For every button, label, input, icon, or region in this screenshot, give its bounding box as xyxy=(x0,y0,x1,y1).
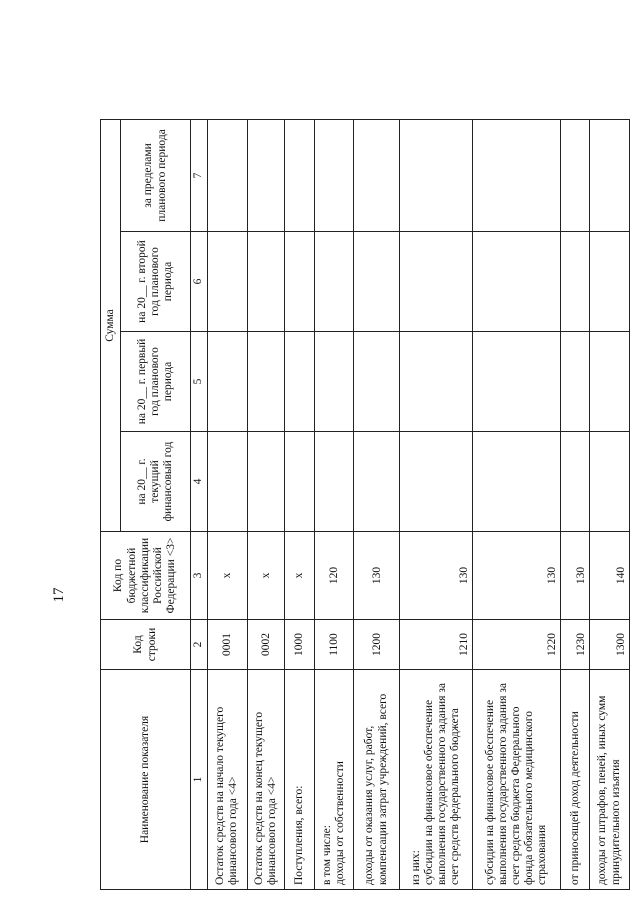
row-budget-code: 120 xyxy=(314,532,354,620)
sum-cell xyxy=(208,432,248,532)
row-budget-code: x xyxy=(208,532,248,620)
row-code: 1210 xyxy=(400,620,473,670)
row-code: 1000 xyxy=(285,620,314,670)
table-row xyxy=(561,119,590,889)
sum-cell xyxy=(400,119,473,231)
row-budget-code: x xyxy=(247,532,285,620)
sum-cell xyxy=(473,232,561,332)
sum-cell xyxy=(285,332,314,432)
sum-cell xyxy=(247,432,285,532)
rotated-table-wrapper xyxy=(100,120,630,890)
row-budget-code: 130 xyxy=(473,532,561,620)
sum-cell xyxy=(285,432,314,532)
row-budget-code: 140 xyxy=(590,532,630,620)
table-row xyxy=(354,119,400,889)
sum-cell xyxy=(590,332,630,432)
row-code: 1230 xyxy=(561,620,590,670)
page-number: 17 xyxy=(51,587,67,603)
row-budget-code: x xyxy=(285,532,314,620)
column-number: 3 xyxy=(191,532,208,620)
sum-cell xyxy=(208,119,248,231)
sum-cell xyxy=(247,232,285,332)
row-name: от приносящей доход деятельности xyxy=(561,670,590,890)
row-name: доходы от оказания услуг, работ, компенсации затрат учреждений, всего xyxy=(354,670,400,890)
sum-cell xyxy=(590,119,630,231)
column-number: 2 xyxy=(191,620,208,670)
row-code: 1220 xyxy=(473,620,561,670)
sum-cell xyxy=(314,332,354,432)
table-row xyxy=(400,119,473,889)
sum-cell xyxy=(590,232,630,332)
table-row xyxy=(473,119,561,889)
row-name: Остаток средств на конец текущего финансового года <4> xyxy=(247,670,285,890)
header-beyond: за пределами планового периода xyxy=(121,119,191,231)
sum-cell xyxy=(314,232,354,332)
row-name: в том числе: доходы от собственности xyxy=(314,670,354,890)
column-number: 5 xyxy=(191,332,208,432)
table-row xyxy=(247,119,285,889)
table-row xyxy=(285,119,314,889)
column-number: 7 xyxy=(191,119,208,231)
sum-cell xyxy=(561,119,590,231)
row-name: из них: субсидии на финансовое обеспечение выполнения государственного задания за счет средств федерального бюджета xyxy=(400,670,473,890)
sum-cell xyxy=(400,232,473,332)
sum-cell xyxy=(208,332,248,432)
column-number: 6 xyxy=(191,232,208,332)
row-budget-code: 130 xyxy=(354,532,400,620)
sum-cell xyxy=(285,232,314,332)
table-row xyxy=(590,119,630,889)
sum-cell xyxy=(354,119,400,231)
sum-cell xyxy=(400,432,473,532)
column-number-row xyxy=(191,119,208,889)
row-code: 1300 xyxy=(590,620,630,670)
sum-cell xyxy=(354,232,400,332)
header-name: Наименование показателя xyxy=(101,670,191,890)
sum-cell xyxy=(473,432,561,532)
header-first-year: на 20__ г. первый год планового периода xyxy=(121,332,191,432)
sum-cell xyxy=(473,119,561,231)
sum-cell xyxy=(590,432,630,532)
sum-cell xyxy=(561,432,590,532)
column-number: 1 xyxy=(191,670,208,890)
header-current-year: на 20__ г. текущий финансовый год xyxy=(121,432,191,532)
row-code: 1100 xyxy=(314,620,354,670)
financial-plan-table xyxy=(100,119,630,890)
sum-cell xyxy=(314,119,354,231)
header-sum: Сумма xyxy=(101,119,121,531)
row-name: субсидии на финансовое обеспечение выполнения государственного задания за счет средств бюджета Федерального фонда обязательного медицинского страхования xyxy=(473,670,561,890)
column-number: 4 xyxy=(191,432,208,532)
sum-cell xyxy=(354,432,400,532)
sum-cell xyxy=(285,119,314,231)
header-row-code: Код строки xyxy=(101,620,191,670)
sum-cell xyxy=(400,332,473,432)
sum-cell xyxy=(473,332,561,432)
row-budget-code: 130 xyxy=(561,532,590,620)
header-budget-code: Код по бюджетной классификации Российской Федерации <3> xyxy=(101,532,191,620)
sum-cell xyxy=(314,432,354,532)
row-code: 1200 xyxy=(354,620,400,670)
sum-cell xyxy=(354,332,400,432)
row-code: 0001 xyxy=(208,620,248,670)
row-code: 0002 xyxy=(247,620,285,670)
sum-cell xyxy=(208,232,248,332)
table-row xyxy=(208,119,248,889)
header-second-year: на 20__ г. второй год планового периода xyxy=(121,232,191,332)
sum-cell xyxy=(247,119,285,231)
table-row xyxy=(314,119,354,889)
row-name: Остаток средств на начало текущего финансового года <4> xyxy=(208,670,248,890)
row-name: Поступления, всего: xyxy=(285,670,314,890)
row-name: доходы от штрафов, пеней, иных сумм принудительного изъятия xyxy=(590,670,630,890)
sum-cell xyxy=(561,232,590,332)
sum-cell xyxy=(247,332,285,432)
row-budget-code: 130 xyxy=(400,532,473,620)
sum-cell xyxy=(561,332,590,432)
